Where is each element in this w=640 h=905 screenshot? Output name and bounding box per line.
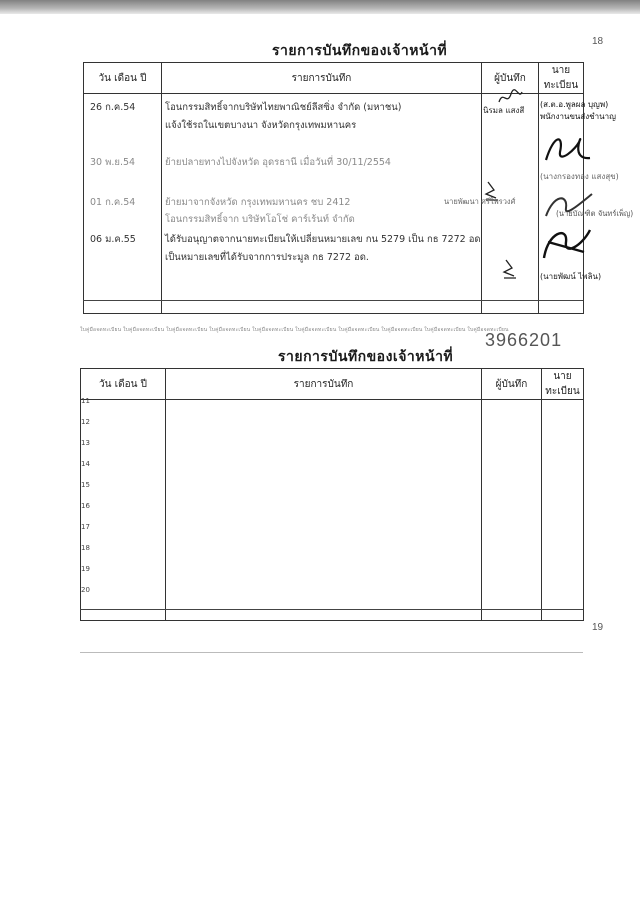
- registrar-name: (นายพัฒน์ ไพลิน): [540, 272, 602, 281]
- entry-date: 30 พ.ย.54: [90, 157, 136, 168]
- entry-line: ย้ายปลายทางไปจังหวัด อุดรธานี เมื่อวันที่ 30/11/2554: [165, 157, 391, 168]
- column-header-date: วัน เดือน ปี: [84, 63, 162, 94]
- page-bottom-rule: [80, 609, 583, 610]
- entry-date: 06 ม.ค.55: [90, 234, 136, 245]
- registrar-name: (นางกรองทอง แสงสุข): [540, 172, 619, 181]
- page-bottom-rule: [83, 300, 583, 301]
- column-header-recorder: ผู้บันทึก: [482, 63, 539, 94]
- page-title: รายการบันทึกของเจ้าหน้าที่: [272, 43, 448, 59]
- row-number: 12: [81, 418, 90, 426]
- row-number: 15: [81, 481, 90, 489]
- page-title: รายการบันทึกของเจ้าหน้าที่: [278, 349, 454, 365]
- entry-line: เป็นหมายเลขที่ได้รับจากการประมูล กธ 7272 อด.: [165, 252, 369, 263]
- row-number: 18: [81, 544, 90, 552]
- row-number: 13: [81, 439, 90, 447]
- column-header-record: รายการบันทึก: [166, 369, 482, 400]
- column-header-registrar: นายทะเบียน: [539, 63, 584, 94]
- security-watermark: ใบคู่มือจดทะเบียน ใบคู่มือจดทะเบียน ใบคู่มือจดทะเบียน ใบคู่มือจดทะเบียน ใบคู่มือจดทะเบียน ใบคู่มือจดทะเบียน ใบคู่มือจดทะเบียน ใบคู่มือจดทะเบียน ใบคู่มือจดทะเบียน ใบคู่มือจดทะเบียน: [80, 327, 509, 333]
- entry-date: 26 ก.ค.54: [90, 102, 136, 113]
- column-header-recorder: ผู้บันทึก: [482, 369, 542, 400]
- recorder-initial-icon: [500, 258, 520, 280]
- row-number: 14: [81, 460, 90, 468]
- registrar-signature-icon: [538, 222, 598, 266]
- row-number: 19: [81, 565, 90, 573]
- recorder-stamp: นิรมล แสงสี: [483, 106, 525, 115]
- page-number: 18: [592, 36, 604, 47]
- registrar-name: นายพัฒนา ศรีไพรวงศ์: [444, 197, 516, 206]
- entry-line: โอนกรรมสิทธิ์จากบริษัทไทยพาณิชย์ลีสซิ่ง จำกัด (มหาชน): [165, 102, 402, 113]
- row-number: 11: [81, 397, 90, 405]
- column-header-record: รายการบันทึก: [162, 63, 482, 94]
- entry-line: ย้ายมาจากจังหวัด กรุงเทพมหานคร ชบ 2412: [165, 197, 351, 208]
- row-number: 16: [81, 502, 90, 510]
- column-header-registrar: นายทะเบียน: [542, 369, 584, 400]
- document-serial-number: 3966201: [485, 330, 563, 350]
- registrar-name: (นายบัณฑิต จันทร์เพ็ญ): [556, 209, 634, 218]
- record-table: [80, 368, 584, 621]
- registrar-name: (ส.ต.อ.พูลผล บุญพ): [540, 100, 609, 109]
- entry-date: 01 ก.ค.54: [90, 197, 136, 208]
- scan-edge-shadow: [0, 0, 640, 14]
- row-number: 20: [81, 586, 90, 594]
- entry-line: แจ้งใช้รถในเขตบางนา จังหวัดกรุงเทพมหานคร: [165, 120, 357, 131]
- entry-line: ได้รับอนุญาตจากนายทะเบียนให้เปลี่ยนหมายเลข กน 5279 เป็น กธ 7272 อด: [165, 234, 481, 245]
- registrar-signature-icon: [540, 130, 595, 170]
- recorder-signature-icon: [495, 88, 525, 108]
- page-edge-rule: [80, 652, 583, 653]
- row-number: 17: [81, 523, 90, 531]
- registrar-title: พนักงานขนส่งชำนาญ: [540, 112, 616, 121]
- page-number: 19: [592, 622, 604, 633]
- column-header-date: วัน เดือน ปี: [81, 369, 166, 400]
- entry-line: โอนกรรมสิทธิ์จาก บริษัทโอโช่ คาร์เร้นท์ จำกัด: [165, 214, 355, 225]
